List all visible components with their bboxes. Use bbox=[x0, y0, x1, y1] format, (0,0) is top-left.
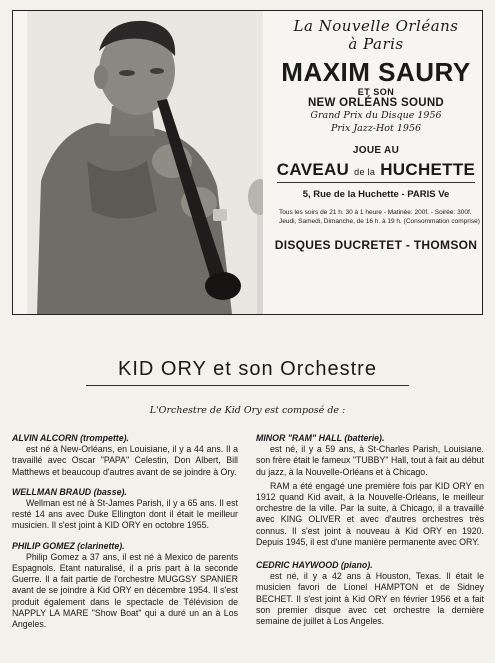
musician-entry bbox=[256, 560, 484, 627]
musician-entry bbox=[256, 433, 484, 548]
clarinetist-photo bbox=[27, 11, 263, 314]
musician-role: (trompette). bbox=[77, 433, 129, 443]
musician-role: (piano). bbox=[338, 560, 373, 571]
musician-entry bbox=[12, 433, 238, 478]
venue-name-de: de la bbox=[354, 167, 376, 177]
musician-bio: Philip Gomez a 37 ans, il est né à Mexico de parents Espagnols. Etant naturalisé, il a pris part à la seconde Guerre. Il a fait partie de l'orchestre MUGGSY SPANIER avant de se joindre à Kid ORY en décembre 1954. Il s'est produit également dans le spectacle de Télévision de NAPPLY LA MARE "Show Boat" qui a duré un an à Los Angeles. bbox=[12, 551, 238, 630]
musician-name: WELLMAN BRAUD bbox=[12, 486, 92, 497]
musician-bio: est né, il y a 42 ans à Houston, Texas. Il était le musicien favori de Lionel HAMPTON et de Sidney BECHET. Il s'est joint à Kid ORY en février 1956 et a fait son premier disque avec cet orchestre la dernière semaine de juillet à Los Angeles. bbox=[256, 571, 484, 627]
musician-bio-continued: RAM a été engagé une première fois par KID ORY en 1912 quand Kid avait, à la Nouvelle-Orléans, le meilleur orchestre de la ville. Par la suite, à Chicago, il a travaillé avec KING OLIVER et avec d'autres orchestres très connus. Il s'est joint à nouveau à Kid ORY en 1920. Depuis 1945, il est d'une manière permanente avec ORY. bbox=[256, 480, 484, 547]
musician-entry bbox=[12, 541, 238, 631]
prize-1: Grand Prix du Disque 1956 bbox=[310, 110, 442, 121]
musician-bio: est né, il y a 59 ans, à St-Charles Parish, Louisiane. son frère était le fameux "TUBBY" Hall, tout à fait au début du jazz, à la Nouvelle-Orléans et à Chicago. bbox=[256, 444, 484, 477]
right-column bbox=[256, 433, 484, 636]
joue-au: JOUE AU bbox=[352, 145, 400, 156]
musician-name: PHILIP GOMEZ bbox=[12, 540, 75, 551]
prize-2: Prix Jazz-Hot 1956 bbox=[330, 123, 422, 134]
left-column bbox=[12, 433, 238, 639]
musician-name: CEDRIC HAYWOOD bbox=[256, 560, 339, 571]
article-subtitle: L'Orchestre de Kid Ory est composé de : bbox=[149, 405, 346, 416]
venue-address: 5, Rue de la Huchette - PARIS Ve bbox=[302, 189, 450, 200]
musician-entry bbox=[12, 487, 238, 532]
title-rule bbox=[86, 385, 409, 386]
musician-role: (batterie). bbox=[341, 433, 385, 443]
musician-bio: est né à New-Orléans, en Louisiane, il y a 44 ans. Il a travaillé avec Oscar "PAPA" Celestin, Don Albert, Bill Matthews et beaucoup d'autres avant de se joindre à Ory. bbox=[12, 444, 238, 477]
artist-name: MAXIM SAURY bbox=[281, 57, 471, 87]
hours-line-1: Tous les soirs de 21 h. 30 à 1 heure - Matinée: 200f. - Soirée: 300f. bbox=[279, 209, 472, 216]
musician-role: (clarinette). bbox=[74, 540, 125, 551]
hours-line-2: Jeudi, Samedi, Dimanche, de 16 h. à 19 h. (Consommation comprise) bbox=[279, 218, 480, 225]
musician-name: MINOR "RAM" HALL bbox=[256, 433, 342, 443]
musician-name: ALVIN ALCORN bbox=[12, 433, 78, 443]
ad-tagline-2: à Paris bbox=[348, 35, 404, 53]
musician-bio: Wellman est né à St-James Parish, il y a 65 ans. Il est resté 14 ans avec Duke Ellington dont il était le meilleur musicien. Il s'est joint à KID ORY en octobre 1955. bbox=[12, 498, 238, 531]
venue-name-a: CAVEAU bbox=[276, 160, 350, 179]
advertisement-text bbox=[271, 17, 481, 252]
article-title: KID ORY et son Orchestre bbox=[118, 358, 377, 380]
ad-tagline-1: La Nouvelle Orléans bbox=[293, 17, 459, 35]
band-name: NEW ORLÉANS SOUND bbox=[307, 97, 445, 109]
record-label: DISQUES DUCRETET - THOMSON bbox=[274, 238, 478, 252]
et-son-label: ET SON bbox=[357, 87, 395, 97]
venue-name bbox=[271, 160, 481, 180]
musician-role: (basse). bbox=[91, 486, 127, 497]
venue-name-b: HUCHETTE bbox=[380, 160, 476, 179]
advertisement-box bbox=[12, 10, 483, 315]
